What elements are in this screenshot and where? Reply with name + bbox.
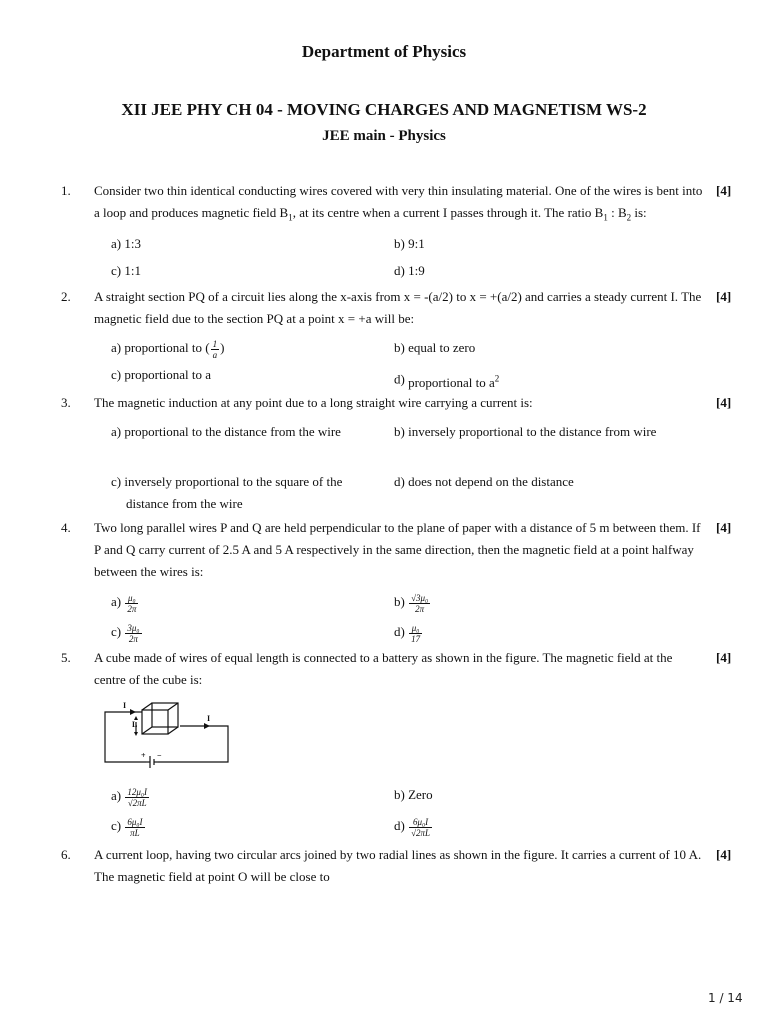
option-b: b) Zero — [394, 787, 433, 802]
question-marks: [4] — [716, 183, 732, 198]
option-a: a) $\frac{\text{μ₀}}{2\pi}$ — [111, 592, 137, 614]
worksheet-title: XII JEE PHY CH 04 - MOVING CHARGES AND MAGNETISM WS-2 — [121, 100, 647, 119]
question-text: The magnetic induction at any point due to a long straight wire carrying a current is: — [94, 395, 533, 410]
option-d: d) 1:9 — [394, 263, 425, 278]
option-a: a) proportional to the distance from the wire — [111, 424, 341, 439]
question-text: A current loop, having two circular arcs joined by two radial lines as shown in the figure. It carries a current of 10 A. The magnetic field at point O will be close to — [94, 847, 702, 884]
figure-label-current: I — [123, 701, 127, 710]
question-marks: [4] — [716, 520, 732, 535]
fraction: $\frac{1}{a}$ — [212, 338, 218, 360]
question-number: 3. — [61, 395, 71, 410]
figure-label-current: I — [207, 714, 211, 723]
option-c: c) proportional to a — [111, 367, 211, 382]
question-number: 2. — [61, 289, 71, 304]
cube-circuit-figure — [100, 698, 235, 770]
option-a: a) $\frac{\text{12μ₀I}}{√2\pi L}$ — [111, 786, 148, 808]
option-d: d) $\frac{\text{μ₀}}{17}$ — [394, 622, 421, 644]
question-number: 6. — [61, 847, 71, 862]
question-number: 5. — [61, 650, 71, 665]
fraction: $\frac{\text{6μ₀I}}{\pi L}$ — [127, 816, 143, 838]
option-a: a) 1:3 — [111, 236, 141, 251]
department-heading: Department of Physics — [301, 42, 467, 61]
fraction: $\frac{\text{12μ₀I}}{√2\pi L}$ — [127, 786, 148, 808]
question-marks: [4] — [716, 650, 732, 665]
question-number: 4. — [61, 520, 71, 535]
option-d: d) does not depend on the distance — [394, 474, 574, 489]
question-text: A cube made of wires of equal length is connected to a battery as shown in the figure. The magnetic field at the centre of the cube is: — [94, 650, 673, 687]
option-b: b) $\frac{\text{√3μ₀}}{2\pi}$ — [394, 592, 429, 614]
question-text: Two long parallel wires P and Q are held perpendicular to the plane of paper with a distance of 5 m between them. If P and Q carry current of 2.5 A and 5 A respectively in the same direction, then the magnetic field at a point halfway between the wires is: — [94, 520, 701, 579]
option-d: d) proportional to $a^2$ — [394, 371, 500, 391]
fraction: $\frac{\text{√3μ₀}}{2\pi}$ — [411, 592, 429, 614]
option-b: b) 9:1 — [394, 236, 425, 251]
fraction: $\frac{\text{6μ₀I}}{√2\pi L}$ — [411, 816, 431, 838]
question-marks: [4] — [716, 847, 732, 862]
current-arrow-icon — [204, 723, 210, 729]
question-number: 1. — [61, 183, 71, 198]
option-c: c) inversely proportional to the square of the distance from the wire — [111, 474, 343, 511]
figure-label-minus: − — [157, 751, 162, 760]
page-counter: 1 / 14 — [708, 991, 743, 1005]
question-text: Consider two thin identical conducting wires covered with very thin insulating material. One of the wires is bent into a loop and produces magnetic field $B_1$, at its centre when a current I passes through it. The ratio $B_1$ : $B_2$ is: — [94, 183, 703, 223]
option-c: c) $\frac{\text{3μ₀}}{2\pi}$ — [111, 622, 140, 644]
question-marks: [4] — [716, 395, 732, 410]
option-c: c) $\frac{\text{6μ₀I}}{\pi L}$ — [111, 816, 143, 838]
arrow-down-icon — [134, 732, 138, 736]
figure-label-plus: + — [141, 751, 146, 760]
fraction: $\frac{\text{μ₀}}{17}$ — [411, 622, 421, 644]
option-b: b) equal to zero — [394, 340, 476, 355]
option-c: c) 1:1 — [111, 263, 141, 278]
question-marks: [4] — [716, 289, 732, 304]
option-d: d) $\frac{\text{6μ₀I}}{√2\pi L}$ — [394, 816, 431, 838]
fraction: $\frac{\text{μ₀}}{2\pi}$ — [127, 592, 137, 614]
option-b: b) inversely proportional to the distance from wire — [394, 424, 657, 439]
option-a: a) proportional to ( $\frac{1}{a}$ ) — [111, 338, 225, 360]
worksheet-subtitle: JEE main - Physics — [322, 128, 446, 144]
figure-label-length: L — [132, 720, 138, 729]
question-text: A straight section PQ of a circuit lies along the x-axis from x = -(a/2) to x = +(a/2) and carries a steady current I. The magnetic field due to the section PQ at a point x = +a will be: — [94, 289, 702, 326]
current-arrow-icon — [130, 709, 136, 715]
fraction: $\frac{\text{3μ₀}}{2\pi}$ — [127, 622, 140, 644]
